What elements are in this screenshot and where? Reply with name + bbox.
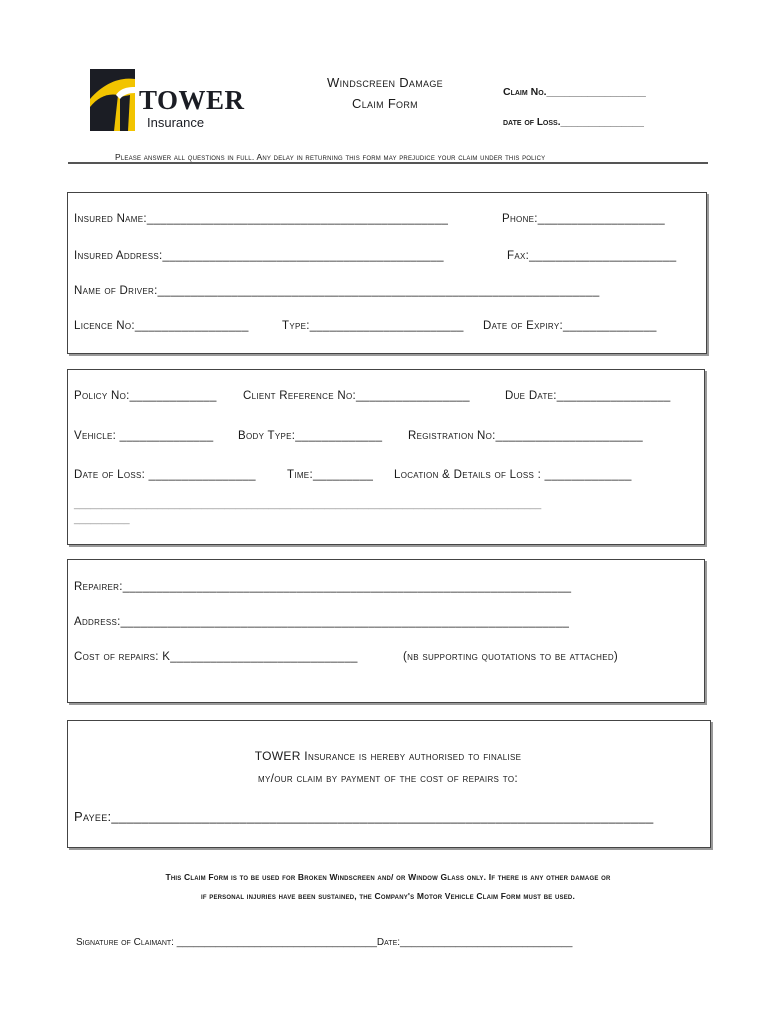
insured-name-field[interactable]: Insured Name:_____________________________________________	[74, 213, 449, 225]
signature-date-field[interactable]: Signature of Claimant: ____________________________________Date:_______________________________	[76, 937, 573, 948]
licence-no-field[interactable]: Licence No:_________________	[74, 320, 249, 332]
client-reference-field[interactable]: Client Reference No:_________________	[243, 390, 470, 402]
title-line1: Windscreen Damage	[327, 75, 443, 90]
vehicle-field[interactable]: Vehicle: ______________	[74, 430, 214, 442]
notice-line1: This Claim Form is to be used for Broken Windscreen and/ or Window Glass only. If there is any other damage or	[165, 872, 611, 882]
time-field[interactable]: Time:_________	[287, 469, 374, 481]
cost-of-repairs-field[interactable]: Cost of repairs: K____________________________	[74, 651, 358, 663]
repairer-field[interactable]: Repairer:___________________________________________________________________	[74, 581, 572, 593]
tower-logo	[90, 69, 266, 133]
location-details-field[interactable]: Location & Details of Loss : _____________	[394, 469, 632, 481]
claim-no-field[interactable]: Claim No._________________	[503, 86, 646, 98]
name-of-driver-field[interactable]: Name of Driver:__________________________________________________________________	[74, 285, 600, 297]
authorisation-line2: my/our claim by payment of the cost of repairs to:	[258, 771, 518, 785]
brand-name: TOWER	[139, 85, 245, 115]
type-field[interactable]: Type:_______________________	[282, 320, 464, 332]
loss-details-line2[interactable]: __________	[74, 514, 130, 525]
insured-address-field[interactable]: Insured Address:__________________________________________	[74, 250, 444, 262]
policy-no-field[interactable]: Policy No:_____________	[74, 390, 217, 402]
payee-field[interactable]: Payee:________________________________________________________________________	[74, 809, 654, 824]
fax-field[interactable]: Fax:______________________	[507, 250, 677, 262]
authorisation-line1: TOWER Insurance is hereby authorised to finalise	[254, 749, 522, 763]
date-of-loss-field[interactable]: Date of Loss: ________________	[74, 469, 256, 481]
usage-notice	[68, 868, 708, 906]
repairer-address-field[interactable]: Address:___________________________________________________________________	[74, 616, 570, 628]
quotation-note: (nb supporting quotations to be attached)	[403, 651, 619, 663]
authorisation-text	[67, 745, 709, 789]
phone-field[interactable]: Phone:___________________	[502, 213, 665, 225]
form-title	[295, 72, 475, 114]
instruction-text: Please answer all questions in full. Any delay in returning this form may prejudice your claim under this policy	[115, 152, 546, 162]
notice-line2: if personal injuries have been sustained, the Company's Motor Vehicle Claim Form must be used.	[200, 891, 576, 901]
body-type-field[interactable]: Body Type:_____________	[238, 430, 383, 442]
loss-details-line1[interactable]: ____________________________________________________________________________________	[74, 499, 542, 510]
brand-sub: Insurance	[147, 115, 205, 130]
header-date-of-loss-field[interactable]: date of Loss._______________	[503, 117, 644, 128]
due-date-field[interactable]: Due Date:_________________	[505, 390, 671, 402]
registration-no-field[interactable]: Registration No:______________________	[408, 430, 643, 442]
title-line2: Claim Form	[352, 96, 418, 111]
date-of-expiry-field[interactable]: Date of Expiry:______________	[483, 320, 657, 332]
header-divider	[68, 162, 708, 164]
